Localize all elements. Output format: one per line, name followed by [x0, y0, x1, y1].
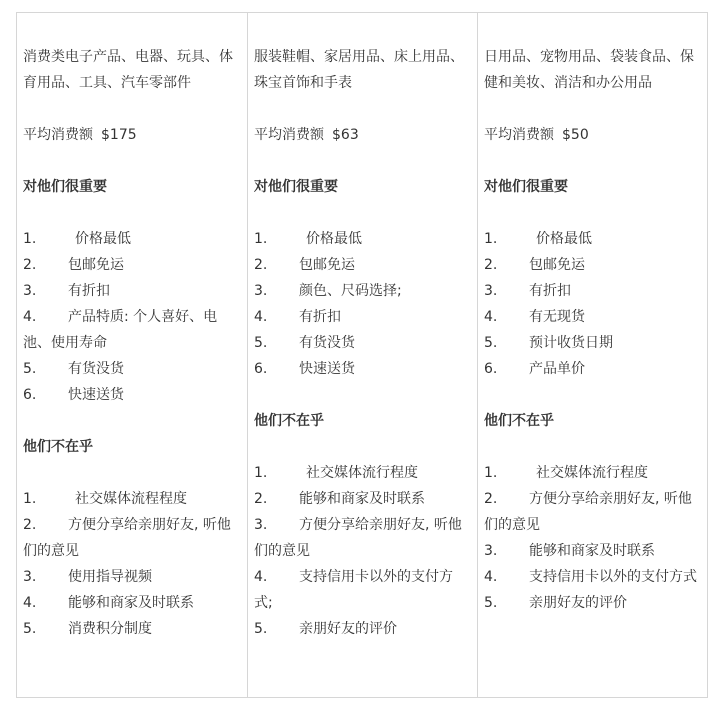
- comparison-table: [16, 12, 708, 698]
- list-item: [254, 486, 471, 512]
- list-item: [23, 382, 241, 408]
- list-item: [254, 460, 471, 486]
- item-text: 支持信用卡以外的支付方式;: [254, 569, 453, 611]
- item-number: 1.: [254, 231, 268, 247]
- item-number: 3.: [484, 543, 498, 559]
- item-text: 包邮免运: [299, 257, 355, 273]
- item-number: 1.: [23, 231, 37, 247]
- list-item: [254, 226, 471, 252]
- item-text: 能够和商家及时联系: [529, 543, 655, 559]
- list-item: [484, 330, 701, 356]
- item-text: 快速送货: [68, 387, 124, 403]
- average-spend-value: $175: [101, 127, 137, 143]
- list-item: [23, 226, 241, 252]
- item-number: 2.: [23, 517, 37, 533]
- important-heading: 对他们很重要: [484, 179, 568, 195]
- item-text: 支持信用卡以外的支付方式: [529, 569, 697, 585]
- list-item: [484, 304, 701, 330]
- average-spend: [254, 122, 471, 148]
- list-item: [23, 304, 241, 356]
- item-text: 预计收货日期: [529, 335, 613, 351]
- average-spend-value: $50: [562, 127, 589, 143]
- item-text: 方便分享给亲朋好友, 听他们的意见: [23, 517, 231, 559]
- list-item: [23, 252, 241, 278]
- list-item: [254, 330, 471, 356]
- item-number: 6.: [23, 387, 37, 403]
- unimportant-list: [23, 486, 241, 642]
- table-column-apparel: [247, 13, 477, 697]
- list-item: [484, 356, 701, 382]
- list-item: [254, 616, 471, 642]
- item-number: 6.: [484, 361, 498, 377]
- item-number: 4.: [484, 309, 498, 325]
- item-number: 3.: [254, 283, 268, 299]
- item-text: 包邮免运: [68, 257, 124, 273]
- list-item: [254, 512, 471, 564]
- item-number: 5.: [254, 335, 268, 351]
- item-text: 方便分享给亲朋好友, 听他们的意见: [484, 491, 692, 533]
- list-item: [23, 616, 241, 642]
- important-list: [23, 226, 241, 408]
- item-number: 6.: [254, 361, 268, 377]
- item-text: 社交媒体流行程度: [536, 465, 648, 481]
- list-item: [254, 278, 471, 304]
- category-text: 日用品、宠物用品、袋装食品、保健和美妆、消洁和办公用品: [484, 49, 694, 91]
- item-text: 有货没货: [299, 335, 355, 351]
- list-item: [484, 486, 701, 538]
- item-text: 产品单价: [529, 361, 585, 377]
- category-text: 消费类电子产品、电器、玩具、体育用品、工具、汽车零部件: [23, 49, 233, 91]
- list-item: [254, 564, 471, 616]
- item-text: 社交媒体流行程度: [306, 465, 418, 481]
- category-text: 服装鞋帽、家居用品、床上用品、珠宝首饰和手表: [254, 49, 464, 91]
- list-item: [254, 356, 471, 382]
- item-text: 价格最低: [306, 231, 362, 247]
- average-spend-label: 平均消费额: [484, 127, 554, 143]
- list-item: [484, 460, 701, 486]
- item-number: 2.: [484, 257, 498, 273]
- list-item: [484, 538, 701, 564]
- item-text: 社交媒体流程程度: [75, 491, 187, 507]
- item-text: 有折扣: [68, 283, 110, 299]
- list-item: [23, 486, 241, 512]
- item-text: 亲朋好友的评价: [299, 621, 397, 637]
- item-number: 1.: [484, 465, 498, 481]
- item-number: 3.: [23, 283, 37, 299]
- item-text: 价格最低: [536, 231, 592, 247]
- item-text: 有折扣: [529, 283, 571, 299]
- average-spend: [23, 122, 241, 148]
- table-column-electronics: [17, 13, 247, 697]
- average-spend-label: 平均消费额: [23, 127, 93, 143]
- item-text: 产品特质: 个人喜好、电池、使用寿命: [23, 309, 218, 351]
- list-item: [484, 564, 701, 590]
- item-number: 2.: [254, 257, 268, 273]
- item-number: 5.: [23, 361, 37, 377]
- average-spend-value: $63: [332, 127, 359, 143]
- item-text: 能够和商家及时联系: [299, 491, 425, 507]
- item-number: 4.: [484, 569, 498, 585]
- list-item: [23, 590, 241, 616]
- item-number: 3.: [484, 283, 498, 299]
- item-text: 包邮免运: [529, 257, 585, 273]
- list-item: [254, 304, 471, 330]
- list-item: [23, 356, 241, 382]
- list-item: [23, 564, 241, 590]
- important-heading: 对他们很重要: [23, 179, 107, 195]
- item-text: 亲朋好友的评价: [529, 595, 627, 611]
- item-text: 方便分享给亲朋好友, 听他们的意见: [254, 517, 462, 559]
- average-spend: [484, 122, 701, 148]
- item-number: 1.: [484, 231, 498, 247]
- item-number: 4.: [254, 309, 268, 325]
- important-list: [254, 226, 471, 382]
- item-number: 2.: [484, 491, 498, 507]
- item-number: 3.: [23, 569, 37, 585]
- item-number: 2.: [254, 491, 268, 507]
- item-number: 4.: [23, 595, 37, 611]
- item-number: 5.: [254, 621, 268, 637]
- item-text: 快速送货: [299, 361, 355, 377]
- unimportant-list: [484, 460, 701, 616]
- item-text: 价格最低: [75, 231, 131, 247]
- list-item: [23, 512, 241, 564]
- item-text: 有折扣: [299, 309, 341, 325]
- list-item: [254, 252, 471, 278]
- list-item: [484, 278, 701, 304]
- unimportant-list: [254, 460, 471, 642]
- item-number: 3.: [254, 517, 268, 533]
- item-number: 1.: [254, 465, 268, 481]
- list-item: [484, 590, 701, 616]
- average-spend-label: 平均消费额: [254, 127, 324, 143]
- item-number: 4.: [254, 569, 268, 585]
- item-number: 5.: [23, 621, 37, 637]
- unimportant-heading: 他们不在乎: [484, 413, 554, 429]
- list-item: [484, 252, 701, 278]
- item-number: 4.: [23, 309, 37, 325]
- list-item: [484, 226, 701, 252]
- item-number: 5.: [484, 335, 498, 351]
- item-text: 使用指导视频: [68, 569, 152, 585]
- item-text: 能够和商家及时联系: [68, 595, 194, 611]
- item-text: 颜色、尺码选择;: [299, 283, 402, 299]
- item-text: 消费积分制度: [68, 621, 152, 637]
- item-text: 有货没货: [68, 361, 124, 377]
- item-text: 有无现货: [529, 309, 585, 325]
- unimportant-heading: 他们不在乎: [23, 439, 93, 455]
- important-list: [484, 226, 701, 382]
- list-item: [23, 278, 241, 304]
- item-number: 2.: [23, 257, 37, 273]
- item-number: 1.: [23, 491, 37, 507]
- important-heading: 对他们很重要: [254, 179, 338, 195]
- item-number: 5.: [484, 595, 498, 611]
- unimportant-heading: 他们不在乎: [254, 413, 324, 429]
- table-column-daily-goods: [477, 13, 707, 697]
